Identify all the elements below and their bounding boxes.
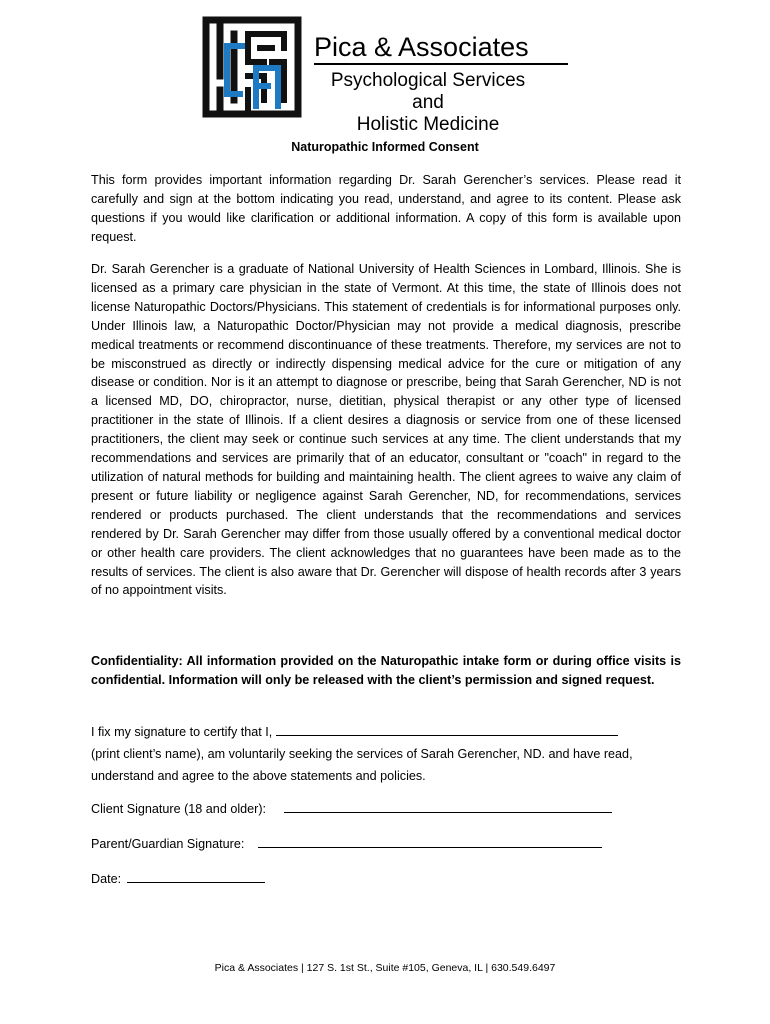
guardian-signature-field	[91, 835, 602, 851]
client-signature-field	[91, 800, 612, 816]
header-divider	[314, 63, 568, 65]
subtitle-line: Psychological Services	[330, 70, 526, 91]
certification-suffix: (print client’s name), am voluntarily seeking the services of Sarah Gerencher, ND. and have read, understand and agree to the above statements and policies.	[91, 747, 633, 783]
intro-paragraph: This form provides important information regarding Dr. Sarah Gerencher’s services. Please read it carefully and sign at the bottom indicating you read, understand, and agree to its content. Please ask questions if you would like clarification or additional information. A copy of this form is available upon request.	[91, 173, 681, 244]
letterhead	[202, 16, 582, 135]
maze-logo-icon	[202, 16, 302, 118]
confidentiality-paragraph: Confidentiality: All information provided on the Naturopathic intake form or during office visits is confidential. Information will only be released with the client’s permission and signed request.	[91, 654, 681, 687]
guardian-signature-line[interactable]	[258, 835, 602, 848]
date-field	[91, 870, 265, 886]
footer-address: Pica & Associates | 127 S. 1st St., Suite #105, Geneva, IL | 630.549.6497	[214, 962, 556, 974]
date-line[interactable]	[127, 870, 265, 883]
document-title: Naturopathic Informed Consent	[291, 140, 479, 154]
organization-subtitle	[314, 70, 542, 136]
subtitle-line: and	[412, 92, 444, 113]
certification-prefix: I fix my signature to certify that I,	[91, 725, 276, 739]
client-name-line[interactable]	[276, 723, 618, 736]
date-label: Date:	[91, 872, 122, 886]
guardian-signature-label: Parent/Guardian Signature:	[91, 837, 245, 851]
organization-name: Pica & Associates	[314, 32, 529, 62]
certification-statement	[91, 721, 681, 787]
credentials-paragraph: Dr. Sarah Gerencher is a graduate of National University of Health Sciences in Lombard, Illinois. She is licensed as a primary care physician in the state of Vermont. At this time, the state of Illinois does not license Naturopathic Doctors/Physicians. This statement of credentials is for informational purposes only. Under Illinois law, a Naturopathic Doctor/Physician may not provide a medical diagnosis, prescribe medical treatments or recommend discontinuance of these treatments. Therefore, my services are not to be misconstrued as directly or indirectly dispensing medical advice for the cure or mitigation of any disease or condition. Nor is it an attempt to diagnose or prescribe, being that Sarah Gerencher, ND is not a licensed MD, DO, chiropractor, nurse, dietitian, physical therapist or any other type of licensed practitioner in the state of Illinois. If a client desires a diagnosis or service from one of these licensed practitioners, the client may seek or continue such services at any time. The client understands that my recommendations and services are primarily that of an educator, consultant or "coach" in regard to the utilization of natural methods for building and maintaining health. The client agrees to waive any claim of present or future liability or negligence against Sarah Gerencher, ND, for recommendations, services rendered or products purchased. The client understands that the recommendations and services rendered by Dr. Sarah Gerencher may differ from those usually offered by a conventional medical doctor or other health care providers. The client acknowledges that no guarantees have been made as to the results of services. The client is also aware that Dr. Gerencher will dispose of health records after 3 years of no appointment visits.	[91, 262, 681, 598]
client-signature-line[interactable]	[284, 800, 612, 813]
subtitle-line: Holistic Medicine	[356, 114, 500, 135]
client-signature-label: Client Signature (18 and older):	[91, 802, 267, 816]
